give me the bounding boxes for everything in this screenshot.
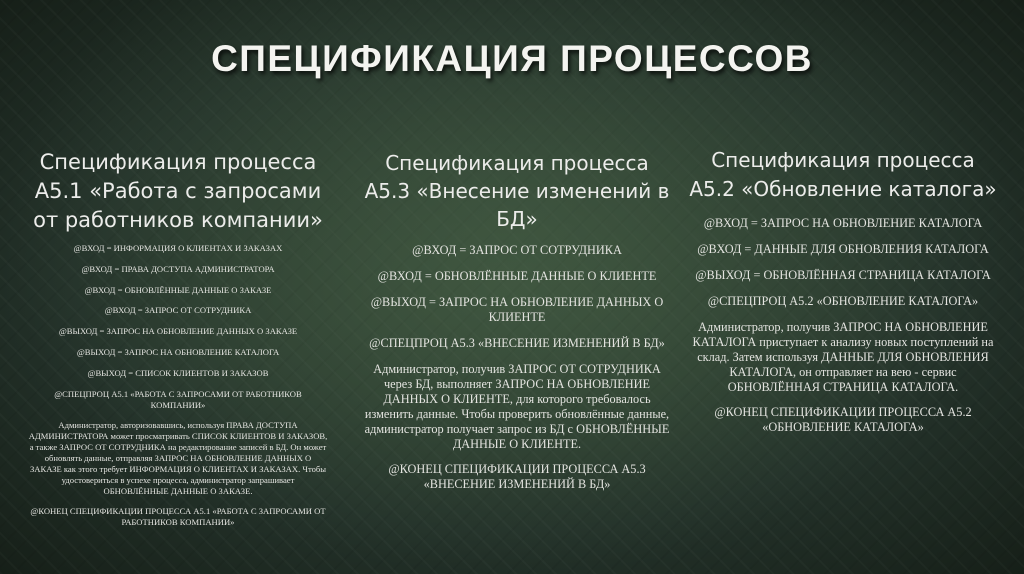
process-column-a5-2: [688, 146, 998, 446]
column-heading: Спецификация процесса А5.2 «Обновление каталога»: [689, 148, 997, 201]
spec-line: @ВЫХОД = ЗАПРОС НА ОБНОВЛЕНИЕ КАТАЛОГА: [76, 346, 280, 357]
spec-line: @ВХОД = ОБНОВЛЁННЫЕ ДАННЫЕ О ЗАКАЗЕ: [84, 284, 272, 295]
spec-line: @СПЕЦПРОЦ А5.1 «РАБОТА С ЗАПРОСАМИ ОТ РАБОТНИКОВ КОМПАНИИ»: [54, 388, 302, 410]
spec-line: @ВЫХОД = ЗАПРОС НА ОБНОВЛЕНИЕ ДАННЫХ О ЗАКАЗЕ: [58, 326, 298, 337]
column-heading: Спецификация процесса А5.1 «Работа с запросами от работников компании»: [33, 150, 323, 232]
spec-line: @ВХОД = ЗАПРОС НА ОБНОВЛЕНИЕ КАТАЛОГА: [703, 216, 983, 230]
spec-description: Администратор, получив ЗАПРОС ОТ СОТРУДНИКА через БД, выполняет ЗАПРОС НА ОБНОВЛЕНИЕ ДАННЫХ О КЛИЕНТЕ, для которого требовалось изменить данные. Чтобы проверить обновлённые данные, администратор получает запрос из БД с ОБНОВЛЁННЫЕ ДАННЫЕ О КЛИЕНТЕ.: [364, 362, 670, 451]
spec-end-line: @КОНЕЦ СПЕЦИФИКАЦИИ ПРОЦЕССА А5.3 «ВНЕСЕНИЕ ИЗМЕНЕНИЙ В БД»: [388, 462, 646, 491]
slide-title: СПЕЦИФИКАЦИЯ ПРОЦЕССОВ: [211, 38, 813, 79]
spec-line: @ВХОД = ДАННЫЕ ДЛЯ ОБНОВЛЕНИЯ КАТАЛОГА: [697, 242, 989, 256]
spec-end-line: @КОНЕЦ СПЕЦИФИКАЦИИ ПРОЦЕССА А5.1 «РАБОТА С ЗАПРОСАМИ ОТ РАБОТНИКОВ КОМПАНИИ»: [30, 506, 326, 528]
spec-line: @ВЫХОД = ЗАПРОС НА ОБНОВЛЕНИЕ ДАННЫХ О КЛИЕНТЕ: [370, 295, 664, 324]
spec-line: @ВХОД = ЗАПРОС ОТ СОТРУДНИКА: [104, 305, 252, 316]
process-column-a5-3: [362, 149, 672, 503]
spec-description: Администратор, авторизовавшись, используя ПРАВА ДОСТУПА АДМИНИСТРАТОРА может просматривать СПИСОК КЛИЕНТОВ И ЗАКАЗОВ, а также ЗАПРОС ОТ СОТРУДНИКА на редактирование записей в БД. Он может обновлять данные, отправляя ЗАПРОС НА ОБНОВЛЕНИЕ ДАННЫХ О ЗАКАЗЕ как этого требует ИНФОРМАЦИЯ О КЛИЕНТАХ И ЗАКАЗАХ. Чтобы удостовериться в успехе процесса, администратор запрашивает ОБНОВЛЁННЫЕ ДАННЫЕ О ЗАКАЗЕ.: [28, 420, 328, 497]
spec-end-line: @КОНЕЦ СПЕЦИФИКАЦИИ ПРОЦЕССА А5.2 «ОБНОВЛЕНИЕ КАТАЛОГА»: [714, 405, 972, 434]
spec-line: @ВХОД = ЗАПРОС ОТ СОТРУДНИКА: [412, 243, 622, 257]
column-heading: Спецификация процесса А5.3 «Внесение изменений в БД»: [364, 151, 670, 231]
spec-line: @СПЕЦПРОЦ А5.3 «ВНЕСЕНИЕ ИЗМЕНЕНИЙ В БД»: [369, 336, 665, 350]
spec-line: @ВХОД = ОБНОВЛЁННЫЕ ДАННЫЕ О КЛИЕНТЕ: [377, 269, 657, 283]
spec-line: @ВХОД = ПРАВА ДОСТУПА АДМИНИСТРАТОРА: [81, 263, 275, 274]
spec-description: Администратор, получив ЗАПРОС НА ОБНОВЛЕНИЕ КАТАЛОГА приступает к анализу новых поступлений на склад. Затем используя ДАННЫЕ ДЛЯ ОБНОВЛЕНИЯ КАТАЛОГА, он отправляет на вею - сервис ОБНОВЛЁННАЯ СТРАНИЦА КАТАЛОГА.: [692, 320, 994, 394]
spec-line: @ВХОД = ИНФОРМАЦИЯ О КЛИЕНТАХ И ЗАКАЗАХ: [73, 243, 283, 253]
spec-line: @ВЫХОД = СПИСОК КЛИЕНТОВ И ЗАКАЗОВ: [87, 367, 269, 378]
process-column-a5-1: [28, 148, 328, 538]
spec-line: @СПЕЦПРОЦ А5.2 «ОБНОВЛЕНИЕ КАТАЛОГА»: [707, 294, 979, 308]
spec-line: @ВЫХОД = ОБНОВЛЁННАЯ СТРАНИЦА КАТАЛОГА: [695, 268, 991, 282]
